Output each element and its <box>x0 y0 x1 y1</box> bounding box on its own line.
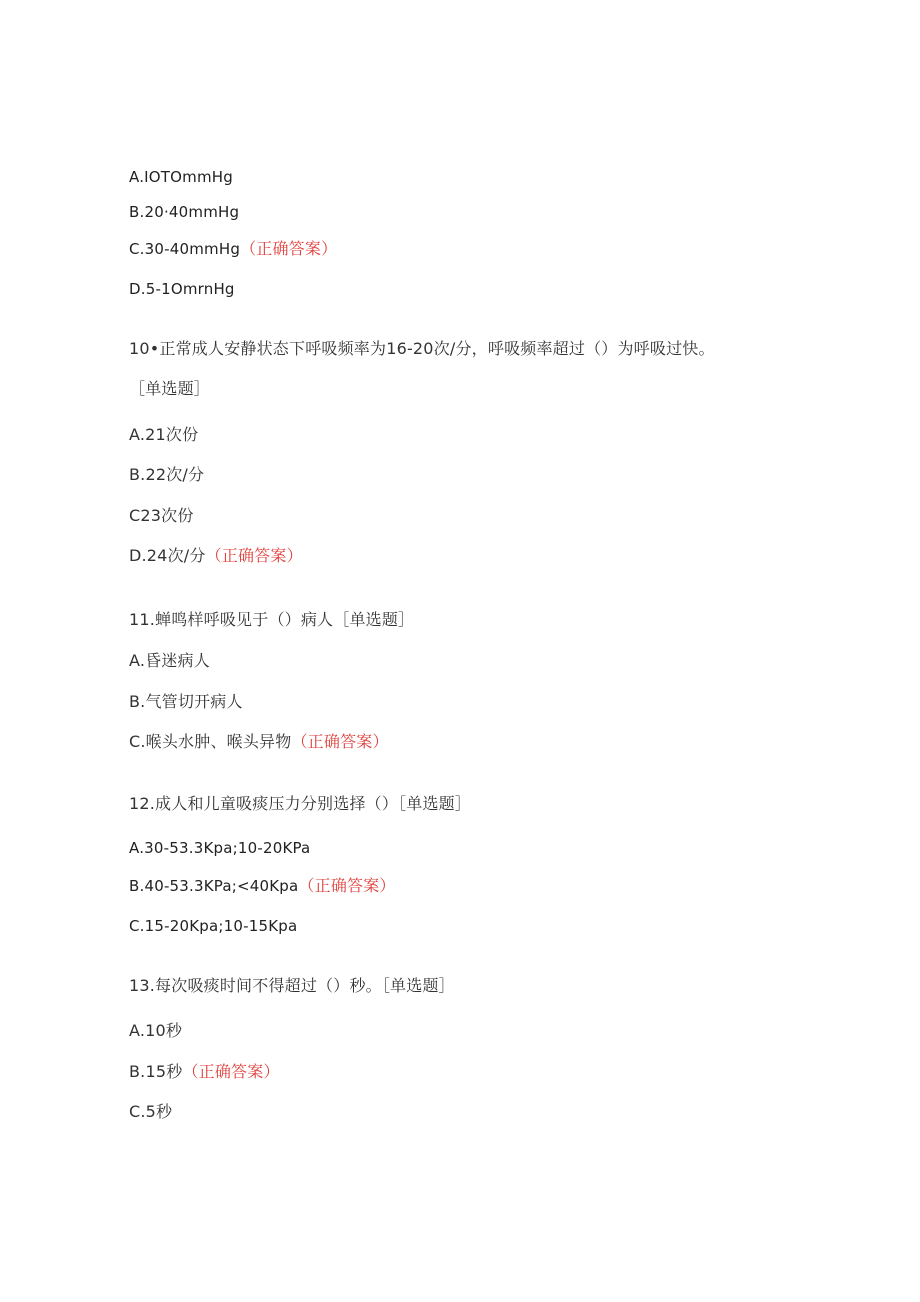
option-text: D.24次/分 <box>129 546 206 565</box>
option-q10-a <box>129 425 198 445</box>
correct-answer-marker: （正确答案） <box>298 876 396 895</box>
option-q12-b <box>129 876 396 896</box>
option-text: A.21次份 <box>129 425 199 444</box>
question-text: 10•正常成人安静状态下呼吸频率为16-20次/分，呼吸频率超过（）为呼吸过快。 <box>129 339 715 358</box>
question-type: ［单选题］ <box>129 379 211 398</box>
question-type-tag <box>129 379 210 399</box>
question-12 <box>129 794 471 814</box>
option-text: C.15-20Kpa;10-15Kpa <box>129 917 298 935</box>
question-text: 13.每次吸痰时间不得超过（）秒。［单选题］ <box>129 976 455 995</box>
option-text: B.20·40mmHg <box>129 203 240 221</box>
option-text: A.IOTOmmHg <box>129 168 233 186</box>
option-q11-a <box>129 651 210 671</box>
option-text: C23次份 <box>129 506 194 525</box>
option-q9-a <box>129 167 233 187</box>
question-10 <box>129 339 715 359</box>
option-q10-b <box>129 465 204 485</box>
option-q12-c <box>129 916 297 936</box>
correct-answer-marker: （正确答案） <box>240 239 338 258</box>
correct-answer-marker: （正确答案） <box>205 546 303 565</box>
option-q10-d <box>129 546 303 566</box>
option-q13-a <box>129 1021 182 1041</box>
option-q9-c <box>129 239 337 259</box>
question-11 <box>129 610 414 630</box>
option-text: C.30-40mmHg <box>129 240 241 258</box>
option-text: A.30-53.3Kpa;10-20KPa <box>129 839 311 857</box>
option-text: B.气管切开病人 <box>129 692 243 711</box>
question-13 <box>129 976 455 996</box>
option-text: D.5-1OmrnHg <box>129 280 235 298</box>
option-text: C.喉头水肿、喉头异物 <box>129 732 292 751</box>
correct-answer-marker: （正确答案） <box>182 1062 280 1081</box>
option-q11-b <box>129 692 243 712</box>
question-text: 11.蝉鸣样呼吸见于（）病人［单选题］ <box>129 610 415 629</box>
option-text: A.昏迷病人 <box>129 651 210 670</box>
option-text: B.15秒 <box>129 1062 183 1081</box>
option-q9-d <box>129 279 235 299</box>
option-q11-c <box>129 732 389 752</box>
option-q10-c <box>129 506 194 526</box>
option-text: C.5秒 <box>129 1102 173 1121</box>
option-q9-b <box>129 202 239 222</box>
option-q13-b <box>129 1062 280 1082</box>
question-text: 12.成人和儿童吸痰压力分别选择（）［单选题］ <box>129 794 472 813</box>
option-text: B.40-53.3KPa;<40Kpa <box>129 877 299 895</box>
option-text: A.10秒 <box>129 1021 183 1040</box>
correct-answer-marker: （正确答案） <box>291 732 389 751</box>
option-q13-c <box>129 1102 172 1122</box>
option-text: B.22次/分 <box>129 465 205 484</box>
option-q12-a <box>129 838 310 858</box>
